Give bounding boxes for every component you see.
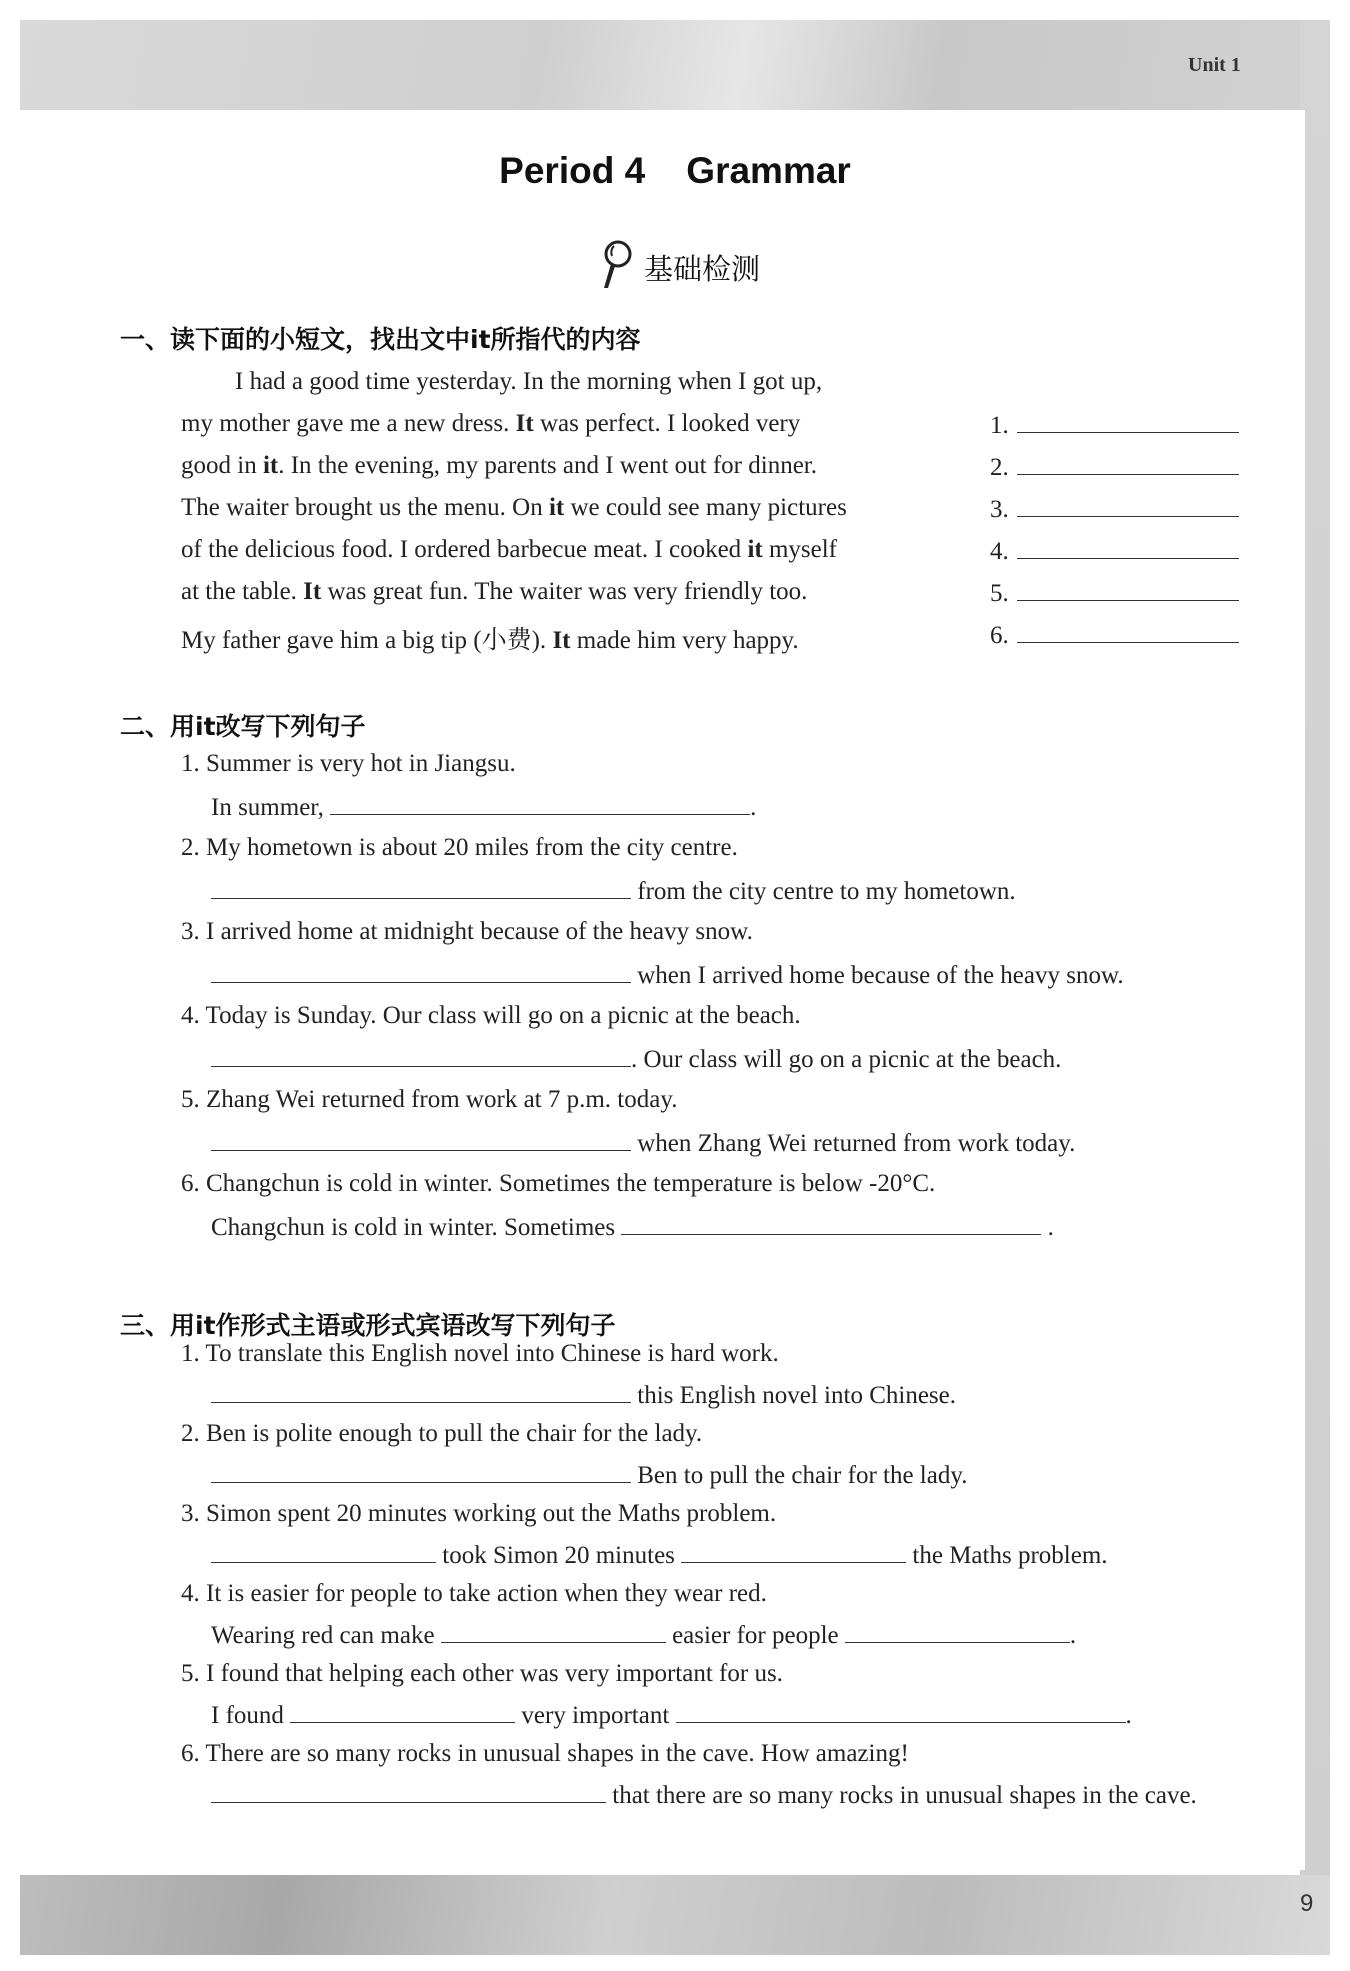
question-line: 5. I found that helping each other was very important for us. xyxy=(181,1660,783,1687)
section-1-heading: 一、读下面的小短文，找出文中it所指代的内容 xyxy=(120,325,641,354)
highlighted-it: It xyxy=(515,410,534,437)
text-segment: . xyxy=(1041,1214,1054,1241)
highlighted-it: It xyxy=(552,627,571,654)
answer-blank[interactable] xyxy=(211,876,631,899)
text-segment: easier for people xyxy=(665,1622,845,1649)
answer-blank[interactable] xyxy=(290,1700,515,1723)
answer-blank[interactable] xyxy=(676,1700,1126,1723)
text-segment: when Zhang Wei returned from work today. xyxy=(631,1130,1076,1157)
answer-line xyxy=(211,1780,1197,1810)
passage-line xyxy=(181,578,807,606)
answer-blank[interactable] xyxy=(1017,620,1239,643)
answer-blank[interactable] xyxy=(621,1212,1041,1235)
unit-label: Unit 1 xyxy=(1188,54,1241,76)
text-segment: 3. xyxy=(990,496,1009,523)
text-segment: In summer, xyxy=(211,794,331,821)
answer-line xyxy=(211,1620,1076,1650)
passage-line xyxy=(181,620,799,656)
answer-line xyxy=(211,1128,1075,1158)
answer-line xyxy=(211,1212,1054,1242)
text-segment: 4. xyxy=(990,538,1009,565)
section-2-heading: 二、用it改写下列句子 xyxy=(120,712,366,741)
question-line: 2. Ben is polite enough to pull the chair for the lady. xyxy=(181,1420,703,1447)
answer-line xyxy=(211,1540,1108,1570)
text-segment: myself xyxy=(762,536,838,563)
answer-blank[interactable] xyxy=(211,1540,436,1563)
question-line: 2. My hometown is about 20 miles from the city centre. xyxy=(181,834,738,861)
answer-row xyxy=(990,620,1239,650)
answer-blank[interactable] xyxy=(1017,578,1239,601)
text-segment: I found xyxy=(211,1702,291,1729)
answer-line xyxy=(211,1700,1132,1730)
text-segment: my mother gave me a new dress. xyxy=(181,410,516,437)
badge-label: 基础检测 xyxy=(644,252,761,286)
answer-row xyxy=(990,578,1239,608)
answer-blank[interactable] xyxy=(211,1780,606,1803)
answer-row xyxy=(990,452,1239,482)
text-segment: 5. xyxy=(990,580,1009,607)
answer-blank[interactable] xyxy=(330,792,750,815)
text-segment: 6. xyxy=(990,622,1009,649)
text-segment: The waiter brought us the menu. On xyxy=(181,494,549,521)
highlighted-it: It xyxy=(303,578,322,605)
answer-blank[interactable] xyxy=(211,1128,631,1151)
text-segment: of the delicious food. I ordered barbecue meat. I cooked xyxy=(181,536,748,563)
text-segment: took Simon 20 minutes xyxy=(436,1542,682,1569)
bottom-decorative-band xyxy=(20,1875,1330,1955)
text-segment: very important xyxy=(515,1702,676,1729)
answer-line xyxy=(211,876,1016,906)
passage-line xyxy=(181,452,817,480)
text-segment: 2. xyxy=(990,454,1009,481)
text-segment: we could see many pictures xyxy=(564,494,847,521)
text-segment: 1. xyxy=(990,412,1009,439)
text-segment: . xyxy=(1125,1702,1132,1729)
answer-blank[interactable] xyxy=(1017,536,1239,559)
question-line: 4. It is easier for people to take action when they wear red. xyxy=(181,1580,767,1607)
text-segment: good in xyxy=(181,452,263,479)
passage-line xyxy=(181,536,837,564)
answer-blank[interactable] xyxy=(211,1380,631,1403)
question-line: 1. To translate this English novel into Chinese is hard work. xyxy=(181,1340,779,1367)
text-segment: that there are so many rocks in unusual shapes in the cave. xyxy=(606,1782,1197,1809)
magnifier-icon xyxy=(600,238,634,297)
answer-blank[interactable] xyxy=(441,1620,666,1643)
text-segment: made him very happy. xyxy=(570,627,799,654)
answer-row xyxy=(990,536,1239,566)
question-line: 3. I arrived home at midnight because of the heavy snow. xyxy=(181,918,753,945)
answer-blank[interactable] xyxy=(1017,452,1239,475)
text-segment: I had a good time yesterday. In the morning when I got up, xyxy=(235,368,823,395)
text-segment: . In the evening, my parents and I went out for dinner. xyxy=(278,452,817,479)
question-line: 6. Changchun is cold in winter. Sometimes the temperature is below -20°C. xyxy=(181,1170,936,1197)
answer-line xyxy=(211,1380,956,1410)
question-line: 5. Zhang Wei returned from work at 7 p.m. today. xyxy=(181,1086,678,1113)
answer-blank[interactable] xyxy=(211,1044,631,1067)
top-decorative-band xyxy=(20,20,1330,110)
page-title: Period 4 Grammar xyxy=(499,150,851,191)
text-segment: . xyxy=(1069,1622,1077,1649)
highlighted-it: it xyxy=(262,452,279,479)
answer-line xyxy=(211,960,1124,990)
section-3-heading: 三、用it作形式主语或形式宾语改写下列句子 xyxy=(120,1311,616,1340)
text-segment: was great fun. The waiter was very friendly too. xyxy=(321,578,808,605)
passage-line xyxy=(181,410,800,438)
text-segment: the Maths problem. xyxy=(906,1542,1108,1569)
text-segment: Ben to pull the chair for the lady. xyxy=(631,1462,968,1489)
highlighted-it: it xyxy=(747,536,763,563)
answer-line xyxy=(211,1044,1061,1074)
page-number: 9 xyxy=(1300,1890,1314,1917)
answer-blank[interactable] xyxy=(681,1540,906,1563)
text-segment: at the table. xyxy=(181,578,304,605)
text-segment: this English novel into Chinese. xyxy=(631,1382,956,1409)
text-segment: . Our class will go on a picnic at the beach. xyxy=(631,1046,1062,1073)
text-segment: when I arrived home because of the heavy snow. xyxy=(631,962,1124,989)
text-segment: was perfect. I looked very xyxy=(533,410,801,437)
answer-line xyxy=(211,1460,967,1490)
question-line: 3. Simon spent 20 minutes working out the Maths problem. xyxy=(181,1500,777,1527)
question-line: 6. There are so many rocks in unusual shapes in the cave. How amazing! xyxy=(181,1740,909,1767)
question-line: 4. Today is Sunday. Our class will go on a picnic at the beach. xyxy=(181,1002,801,1029)
text-segment: My father gave him a big tip (小费). xyxy=(181,627,553,654)
answer-blank[interactable] xyxy=(1017,494,1239,517)
passage-line xyxy=(181,494,847,522)
passage-line xyxy=(235,368,822,396)
answer-blank[interactable] xyxy=(211,960,631,983)
answer-blank[interactable] xyxy=(1017,410,1239,433)
answer-line xyxy=(211,792,756,822)
text-segment: from the city centre to my hometown. xyxy=(631,878,1016,905)
highlighted-it: it xyxy=(548,494,565,521)
answer-row xyxy=(990,410,1239,440)
text-segment: Changchun is cold in winter. Sometimes xyxy=(211,1214,622,1241)
section-badge xyxy=(600,238,760,297)
answer-blank[interactable] xyxy=(845,1620,1070,1643)
question-line: 1. Summer is very hot in Jiangsu. xyxy=(181,750,516,777)
answer-row xyxy=(990,494,1239,524)
text-segment: Wearing red can make xyxy=(211,1622,441,1649)
text-segment: . xyxy=(750,794,757,821)
answer-blank[interactable] xyxy=(211,1460,631,1483)
